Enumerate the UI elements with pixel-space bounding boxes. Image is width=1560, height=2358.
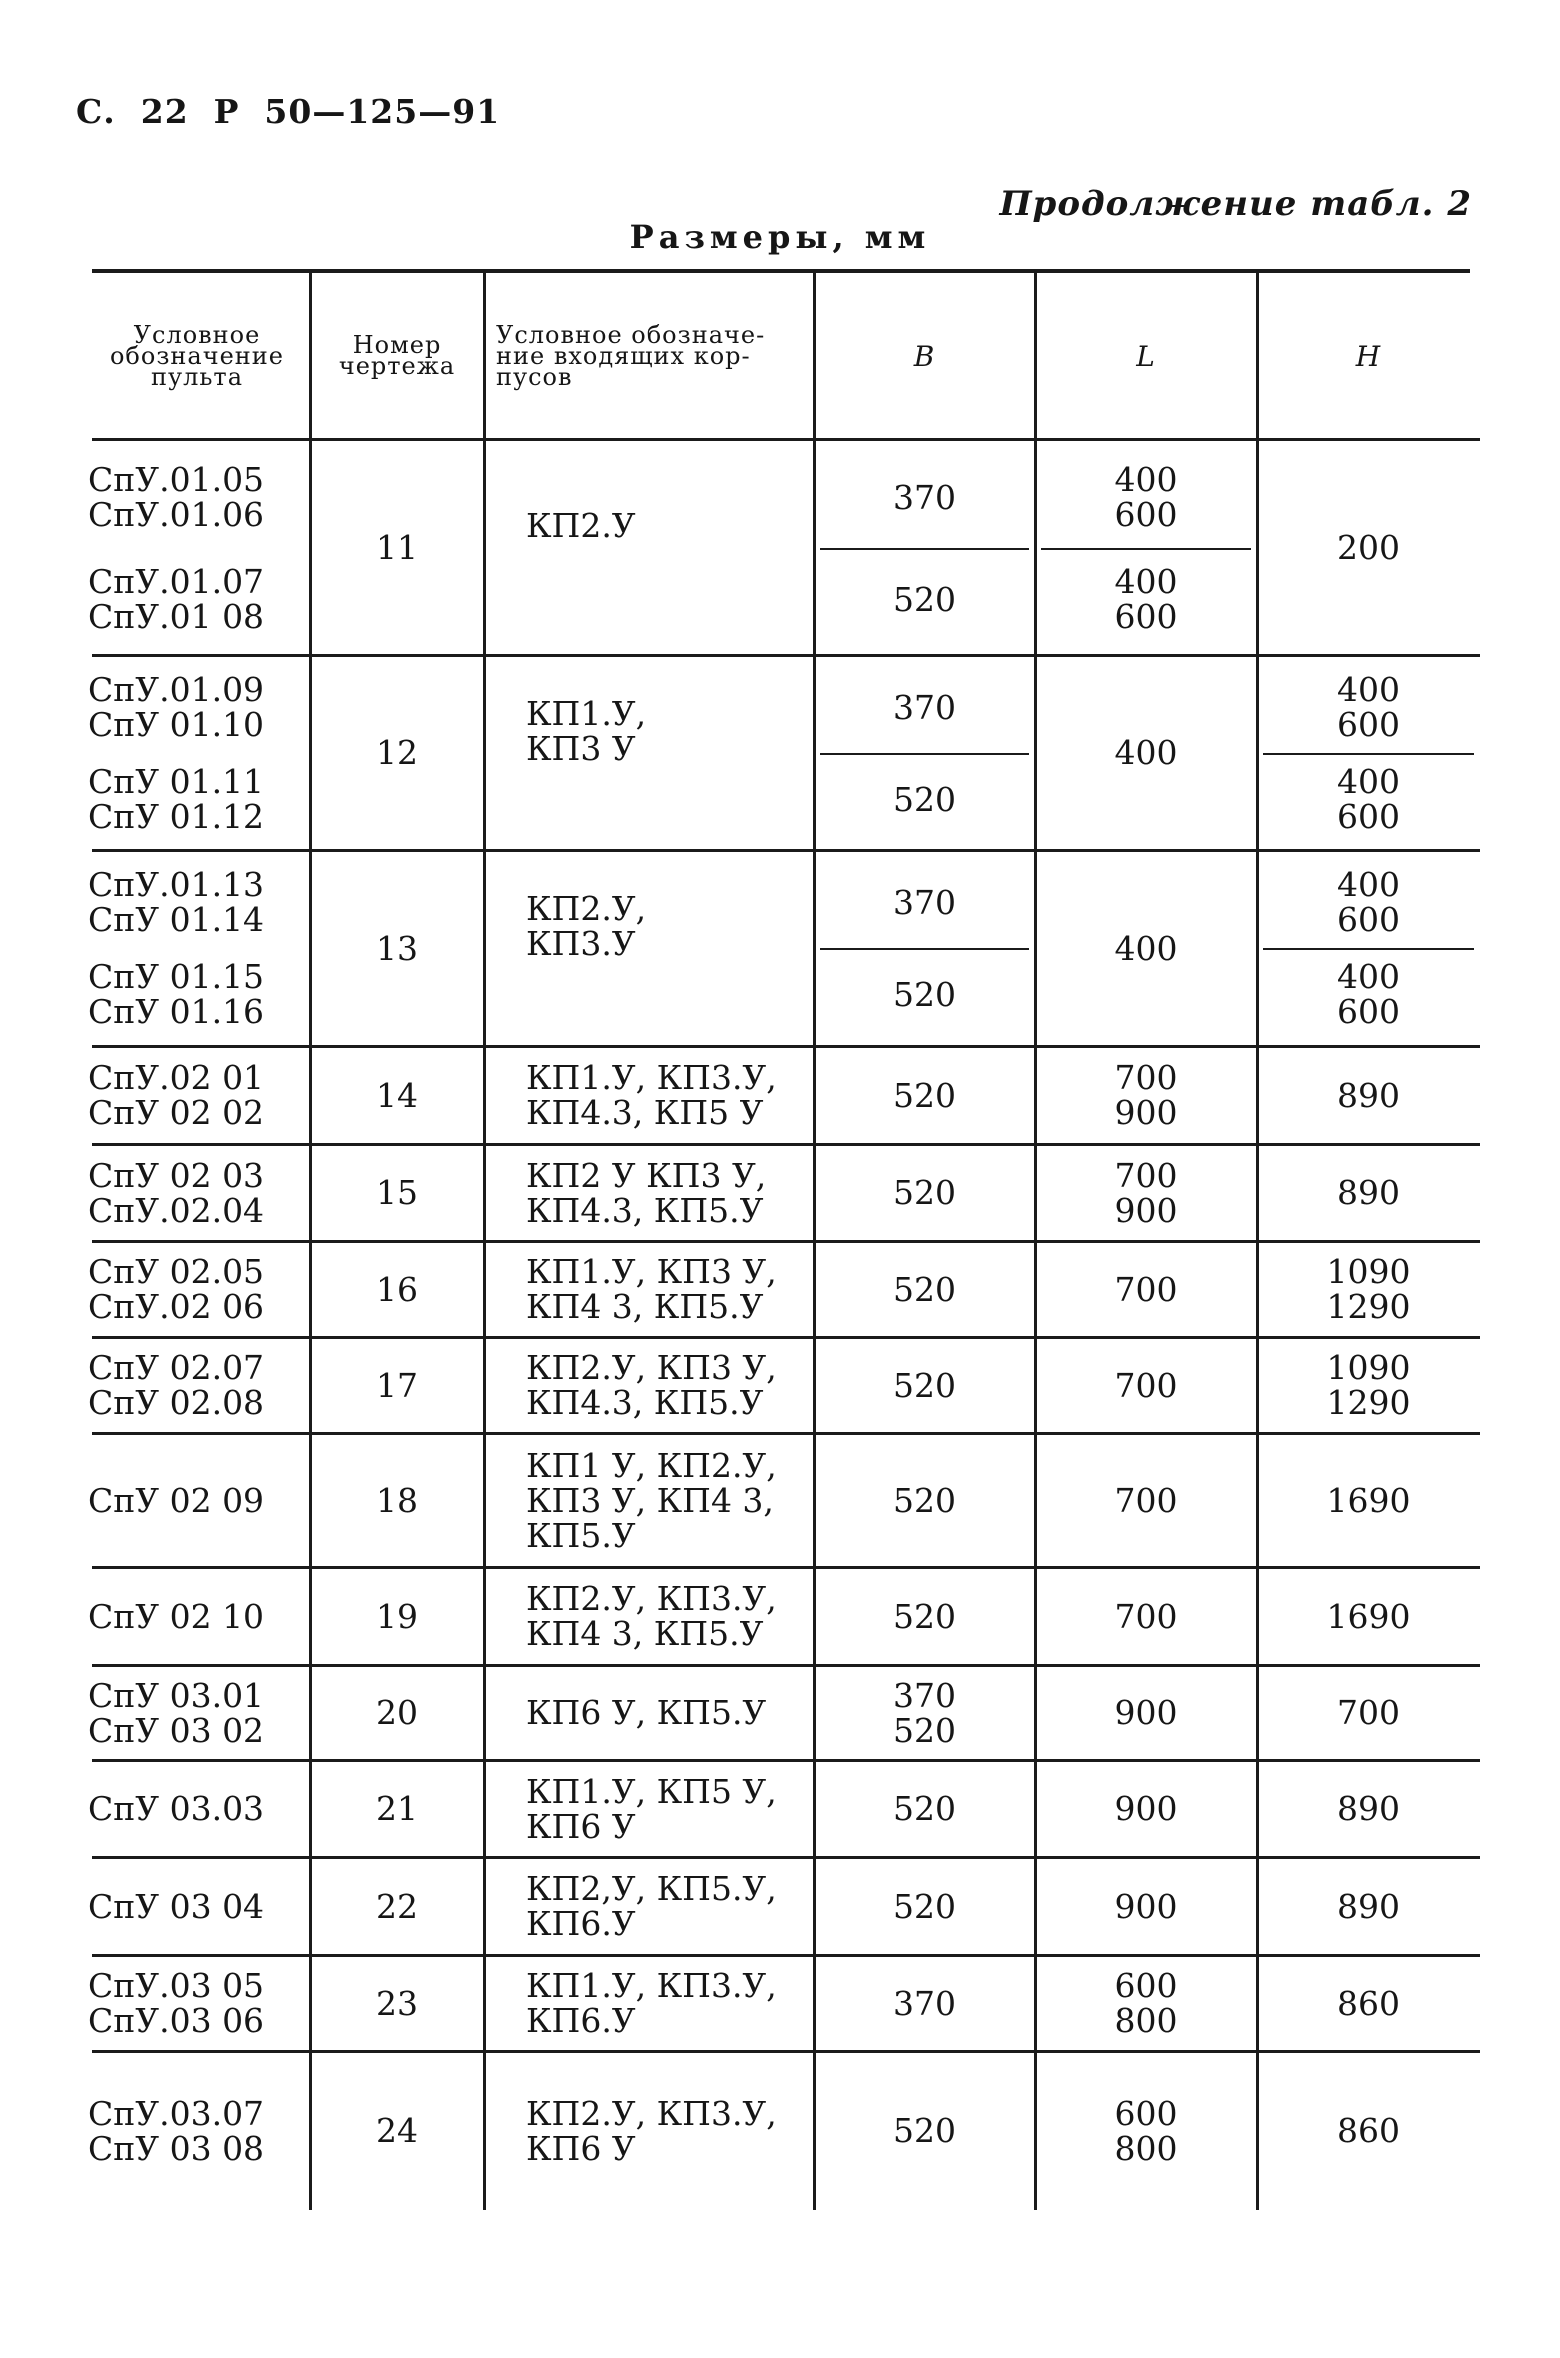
drawing-number-cell	[310, 1955, 484, 2051]
header-b-line: B	[913, 339, 936, 373]
designation-cell-line: СпУ.03 05	[88, 1966, 265, 2005]
dimension-h-cell-line: 200	[1337, 528, 1400, 567]
dimension-b-cell	[814, 1241, 1035, 1337]
dimension-h-cell-line: 400	[1337, 865, 1400, 904]
designation-cell	[88, 1857, 298, 1955]
designation-cell-line: СпУ 02.05	[88, 1252, 265, 1291]
dimension-l-cell-line: 700	[1114, 1596, 1178, 1636]
dimension-l-cell	[1035, 1760, 1257, 1857]
dimension-b-cell	[814, 1144, 1035, 1241]
drawing-number-cell-line: 20	[376, 1693, 418, 1732]
dimension-h-cell	[1257, 856, 1480, 948]
dimension-l-cell	[1035, 1955, 1257, 2051]
drawing-number-cell	[310, 850, 484, 1046]
dimension-b-cell-line: 520	[893, 1480, 956, 1520]
header-b	[814, 272, 1035, 440]
drawing-number-cell	[310, 1144, 484, 1241]
housings-cell	[526, 1046, 814, 1144]
dimension-l-cell	[1035, 2051, 1257, 2210]
housings-cell-line: КП2,У, КП5.У,	[526, 1869, 777, 1908]
dimension-b-cell	[814, 1955, 1035, 2051]
housings-cell-line: КП1.У,	[526, 693, 647, 733]
sub-row-rule	[820, 548, 1029, 550]
designation-cell	[88, 446, 298, 548]
dimension-h-cell	[1257, 1337, 1480, 1433]
designation-cell-line: СпУ 03 02	[88, 1710, 265, 1750]
designation-cell	[88, 1144, 298, 1241]
dimension-h-cell	[1257, 1665, 1480, 1760]
housings-cell-line: КП6.У	[526, 2001, 636, 2040]
dimension-h-cell-line: 860	[1337, 2111, 1400, 2150]
sub-row-rule	[1263, 948, 1474, 950]
drawing-number-cell-line: 16	[376, 1269, 418, 1309]
dimension-b-cell-line: 520	[893, 779, 956, 819]
drawing-number-cell-line: 18	[376, 1480, 418, 1520]
housings-cell	[526, 2051, 814, 2210]
housings-cell-line: КП2.У, КП3.У,	[526, 1579, 777, 1618]
designation-cell	[88, 548, 298, 650]
designation-cell-line: СпУ.01.05	[88, 460, 265, 499]
dimension-l-cell-line: 600	[1114, 2093, 1178, 2133]
dimension-b-cell	[814, 856, 1035, 948]
dimension-b-cell	[814, 753, 1035, 845]
designation-cell-line: СпУ 01.12	[88, 797, 265, 836]
dimension-h-cell-line: 1290	[1326, 1383, 1411, 1422]
dimension-l-cell	[1035, 850, 1257, 1046]
dimension-l-cell-line: 700	[1114, 1269, 1178, 1309]
drawing-number-cell-line: 15	[376, 1173, 418, 1212]
header-designation-line: обозначение	[109, 341, 284, 370]
dimension-h-cell	[1257, 1760, 1480, 1857]
dimension-h-cell	[1257, 440, 1480, 655]
drawing-number-cell	[310, 2051, 484, 2210]
housings-cell-line: КП6 У, КП5.У	[526, 1693, 767, 1732]
dimension-h-cell-line: 890	[1337, 1789, 1400, 1828]
housings-cell	[526, 828, 814, 1024]
dimension-l-cell	[1035, 1337, 1257, 1433]
housings-cell	[526, 633, 814, 828]
designation-cell-line: СпУ.01.13	[88, 865, 265, 904]
designation-cell	[88, 753, 298, 845]
dimension-l-cell	[1035, 1144, 1257, 1241]
designation-cell-line: СпУ 03.03	[88, 1789, 265, 1828]
housings-cell-line: КП2.У, КП3.У,	[526, 2093, 777, 2133]
designation-cell-line: СпУ 03.01	[88, 1675, 265, 1715]
dimension-b-cell	[814, 661, 1035, 753]
dimension-l-cell-line: 600	[1114, 1966, 1178, 2005]
header-drawing-number	[310, 272, 484, 440]
dimension-h-cell-line: 1090	[1326, 1348, 1411, 1387]
designation-cell-line: СпУ 03 04	[88, 1886, 265, 1926]
dimension-h-cell-line: 600	[1337, 797, 1400, 836]
header-h	[1257, 272, 1480, 440]
dimension-l-cell-line: 900	[1114, 1789, 1178, 1828]
dimension-b-cell	[814, 548, 1035, 650]
housings-cell-line: КП3.У	[526, 924, 636, 963]
designation-cell-line: СпУ.02 06	[88, 1287, 265, 1326]
housings-cell	[526, 1433, 814, 1567]
dimension-b-cell	[814, 2051, 1035, 2210]
dimension-b-cell-line: 520	[893, 1269, 956, 1309]
designation-cell-line: СпУ.01 08	[88, 597, 265, 636]
designation-cell	[88, 1046, 298, 1144]
dimension-h-cell	[1257, 1241, 1480, 1337]
designation-cell	[88, 1760, 298, 1857]
dimension-b-cell-line: 370	[893, 882, 956, 922]
designation-cell	[88, 856, 298, 948]
designation-cell-line: СпУ 01.14	[88, 900, 265, 939]
dimension-l-cell-line: 800	[1114, 2128, 1178, 2168]
designation-cell-line: СпУ 02 02	[88, 1093, 265, 1132]
dimension-b-cell	[814, 1046, 1035, 1144]
dimension-b-cell	[814, 1665, 1035, 1760]
drawing-number-cell-line: 17	[376, 1365, 418, 1405]
dimension-l-cell	[1035, 1567, 1257, 1665]
dimension-b-cell-line: 520	[893, 1596, 956, 1636]
drawing-number-cell	[310, 1567, 484, 1665]
dimension-h-cell-line: 400	[1337, 762, 1400, 801]
housings-cell	[526, 1955, 814, 2051]
designation-cell-line: СпУ 02 03	[88, 1155, 265, 1195]
housings-cell	[526, 1857, 814, 1955]
drawing-number-cell-line: 19	[376, 1596, 418, 1636]
drawing-number-cell-line: 11	[376, 528, 418, 567]
drawing-number-cell-line: 22	[376, 1886, 418, 1926]
dimension-b-cell-line: 370	[893, 1675, 956, 1715]
designation-cell-line: СпУ.01.06	[88, 495, 265, 534]
header-l-line: L	[1136, 339, 1156, 373]
header-l	[1035, 272, 1257, 440]
housings-cell-line: КП6 У	[526, 1806, 636, 1846]
dimension-b-cell	[814, 1857, 1035, 1955]
designation-cell-line: СпУ 01.16	[88, 992, 265, 1031]
dimension-l-cell-line: 400	[1114, 733, 1178, 772]
page-header: С. 22 Р 50—125—91	[76, 92, 501, 131]
dimension-l-cell-line: 900	[1114, 1093, 1178, 1132]
designation-cell-line: СпУ.01.09	[88, 670, 265, 709]
housings-cell-line: КП2 У КП3 У,	[526, 1155, 767, 1195]
dimension-h-cell-line: 600	[1337, 992, 1400, 1031]
dimension-h-cell-line: 890	[1337, 1075, 1400, 1115]
header-housings	[496, 272, 784, 440]
dimension-l-cell	[1035, 1665, 1257, 1760]
dimension-l-cell-line: 900	[1114, 1190, 1178, 1230]
designation-cell-line: СпУ 03 08	[88, 2128, 265, 2168]
sub-row-rule	[1041, 548, 1251, 550]
dimension-h-cell-line: 890	[1337, 1173, 1400, 1212]
housings-cell-line: КП1.У, КП3 У,	[526, 1252, 777, 1291]
sub-row-rule	[1263, 753, 1474, 755]
dimension-l-cell-line: 400	[1114, 460, 1178, 499]
sub-row-rule	[820, 753, 1029, 755]
drawing-number-cell-line: 23	[376, 1983, 418, 2023]
dimension-b-cell	[814, 1433, 1035, 1567]
dimension-h-cell-line: 1090	[1326, 1252, 1411, 1291]
dimension-h-cell-line: 700	[1337, 1693, 1400, 1732]
housings-cell	[526, 418, 814, 633]
housings-cell-line: КП1 У, КП2.У,	[526, 1445, 777, 1485]
dimension-h-cell	[1257, 2051, 1480, 2210]
dimension-b-cell-line: 520	[893, 1075, 956, 1115]
dimension-l-cell	[1035, 1046, 1257, 1144]
housings-cell-line: КП4 3, КП5.У	[526, 1287, 764, 1326]
dimension-l-cell-line: 600	[1114, 495, 1178, 534]
housings-cell-line: КП4.3, КП5 У	[526, 1093, 764, 1132]
dimension-b-cell-line: 520	[893, 1886, 956, 1926]
dimension-l-cell-line: 400	[1114, 928, 1178, 968]
housings-cell-line: КП1.У, КП3.У,	[526, 1058, 777, 1097]
drawing-number-cell	[310, 1241, 484, 1337]
housings-cell	[526, 1241, 814, 1337]
dimension-l-cell	[1035, 1857, 1257, 1955]
dimension-b-cell-line: 370	[893, 687, 956, 727]
housings-cell-line: КП1.У, КП5 У,	[526, 1771, 777, 1811]
drawing-number-cell-line: 13	[376, 928, 418, 968]
designation-cell	[88, 948, 298, 1040]
designation-cell-line: СпУ 02.08	[88, 1383, 265, 1422]
designation-cell-line: СпУ.02.04	[88, 1190, 265, 1230]
housings-cell-line: КП6.У	[526, 1904, 636, 1943]
designation-cell-line: СпУ 02 10	[88, 1596, 265, 1636]
header-h-line: H	[1355, 339, 1382, 373]
designation-cell-line: СпУ.02 01	[88, 1058, 265, 1097]
table-continuation-caption: Продолжение табл. 2	[999, 184, 1472, 224]
designation-cell	[88, 2051, 298, 2210]
header-designation-line: Условное	[133, 320, 261, 349]
housings-cell-line: КП2.У, КП3 У,	[526, 1348, 777, 1387]
dimension-h-cell	[1257, 1144, 1480, 1241]
dimension-b-cell-line: 520	[893, 2111, 956, 2150]
header-housings-line: пусов	[496, 362, 573, 391]
header-drawing-number-line: чертежа	[338, 352, 456, 380]
designation-cell	[88, 1955, 298, 2051]
designation-cell-line: СпУ 01.10	[88, 705, 265, 744]
drawing-number-cell-line: 21	[376, 1789, 418, 1828]
designation-cell-line: СпУ 01.11	[88, 762, 265, 801]
dimension-h-cell	[1257, 1857, 1480, 1955]
housings-cell-line: КП2.У	[526, 506, 636, 545]
dimension-b-cell-line: 520	[893, 1789, 956, 1828]
dimension-h-cell	[1257, 948, 1480, 1040]
housings-cell-line: КП3 У	[526, 728, 636, 768]
dimension-l-cell-line: 900	[1114, 1693, 1178, 1732]
dimension-l-cell	[1035, 1433, 1257, 1567]
housings-cell-line: КП6 У	[526, 2128, 636, 2168]
sub-row-rule	[820, 948, 1029, 950]
designation-cell	[88, 1337, 298, 1433]
header-designation	[92, 272, 302, 440]
housings-cell-line: КП4 3, КП5.У	[526, 1614, 764, 1653]
header-housings-line: Условное обозначе-	[496, 320, 766, 349]
drawing-number-cell	[310, 1046, 484, 1144]
designation-cell-line: СпУ 01.15	[88, 957, 265, 996]
units-title: Размеры, мм	[629, 218, 931, 256]
drawing-number-cell	[310, 1337, 484, 1433]
designation-cell-line: СпУ.03 06	[88, 2001, 265, 2040]
housings-cell-line: КП2.У,	[526, 889, 647, 928]
dimension-h-cell	[1257, 753, 1480, 845]
dimension-l-cell-line: 700	[1114, 1155, 1178, 1195]
dimension-l-cell-line: 400	[1114, 562, 1178, 601]
housings-cell-line: КП5.У	[526, 1515, 636, 1555]
dimension-h-cell	[1257, 1046, 1480, 1144]
housings-cell	[526, 1567, 814, 1665]
dimension-l-cell	[1035, 1241, 1257, 1337]
dimension-b-cell	[814, 1760, 1035, 1857]
dimension-h-cell-line: 1690	[1326, 1480, 1411, 1520]
dimension-h-cell-line: 860	[1337, 1983, 1400, 2023]
drawing-number-cell-line: 12	[376, 733, 418, 772]
housings-cell-line: КП1.У, КП3.У,	[526, 1966, 777, 2005]
header-designation-line: пульта	[150, 362, 243, 391]
drawing-number-cell-line: 14	[376, 1075, 418, 1115]
dimension-b-cell-line: 370	[893, 477, 956, 517]
dimension-h-cell	[1257, 1433, 1480, 1567]
designation-cell-line: СпУ.01.07	[88, 562, 265, 601]
dimension-b-cell-line: 520	[893, 1710, 956, 1750]
dimension-l-cell-line: 700	[1114, 1480, 1178, 1520]
dimension-l-cell-line: 700	[1114, 1365, 1178, 1405]
dimension-l-cell-line: 800	[1114, 2001, 1178, 2040]
housings-cell-line: КП3 У, КП4 3,	[526, 1480, 774, 1520]
dimension-l-cell	[1035, 655, 1257, 850]
drawing-number-cell	[310, 440, 484, 655]
housings-cell	[526, 1337, 814, 1433]
designation-cell	[88, 1433, 298, 1567]
housings-cell	[526, 1144, 814, 1241]
drawing-number-cell	[310, 1665, 484, 1760]
header-housings-line: ние входящих кор-	[496, 341, 751, 370]
dimension-l-cell-line: 700	[1114, 1058, 1178, 1097]
dimension-l-cell	[1035, 446, 1257, 548]
dimension-h-cell	[1257, 1955, 1480, 2051]
dimension-l-cell-line: 600	[1114, 597, 1178, 636]
dimension-b-cell-line: 370	[893, 1983, 956, 2023]
designation-cell	[88, 661, 298, 753]
dimension-b-cell-line: 520	[893, 974, 956, 1014]
drawing-number-cell	[310, 1760, 484, 1857]
dimension-b-cell	[814, 446, 1035, 548]
dimension-h-cell-line: 600	[1337, 900, 1400, 939]
housings-cell-line: КП4.3, КП5.У	[526, 1190, 764, 1230]
drawing-number-cell	[310, 1433, 484, 1567]
drawing-number-cell	[310, 655, 484, 850]
dimension-h-cell-line: 600	[1337, 705, 1400, 744]
header-drawing-number-line: Номер	[352, 331, 442, 359]
dimension-h-cell	[1257, 661, 1480, 753]
dimension-h-cell-line: 1690	[1326, 1596, 1411, 1636]
dimension-b-cell	[814, 1337, 1035, 1433]
dimension-b-cell-line: 520	[893, 1173, 956, 1212]
dimension-l-cell	[1035, 548, 1257, 650]
drawing-number-cell	[310, 1857, 484, 1955]
designation-cell-line: СпУ 02.07	[88, 1348, 265, 1387]
dimension-b-cell-line: 520	[893, 1365, 956, 1405]
designation-cell-line: СпУ 02 09	[88, 1480, 265, 1520]
housings-cell-line: КП4.3, КП5.У	[526, 1383, 764, 1422]
dimension-b-cell-line: 520	[893, 579, 956, 619]
dimension-h-cell-line: 1290	[1326, 1287, 1411, 1326]
dimension-h-cell-line: 400	[1337, 957, 1400, 996]
designation-cell	[88, 1665, 298, 1760]
designation-cell-line: СпУ.03.07	[88, 2093, 265, 2133]
housings-cell	[526, 1665, 814, 1760]
dimension-b-cell	[814, 948, 1035, 1040]
dimension-l-cell-line: 900	[1114, 1886, 1178, 1926]
dimension-h-cell-line: 400	[1337, 670, 1400, 709]
designation-cell	[88, 1567, 298, 1665]
housings-cell	[526, 1760, 814, 1857]
drawing-number-cell-line: 24	[376, 2111, 418, 2150]
designation-cell	[88, 1241, 298, 1337]
dimension-h-cell	[1257, 1567, 1480, 1665]
dimension-b-cell	[814, 1567, 1035, 1665]
dimension-h-cell-line: 890	[1337, 1886, 1400, 1926]
